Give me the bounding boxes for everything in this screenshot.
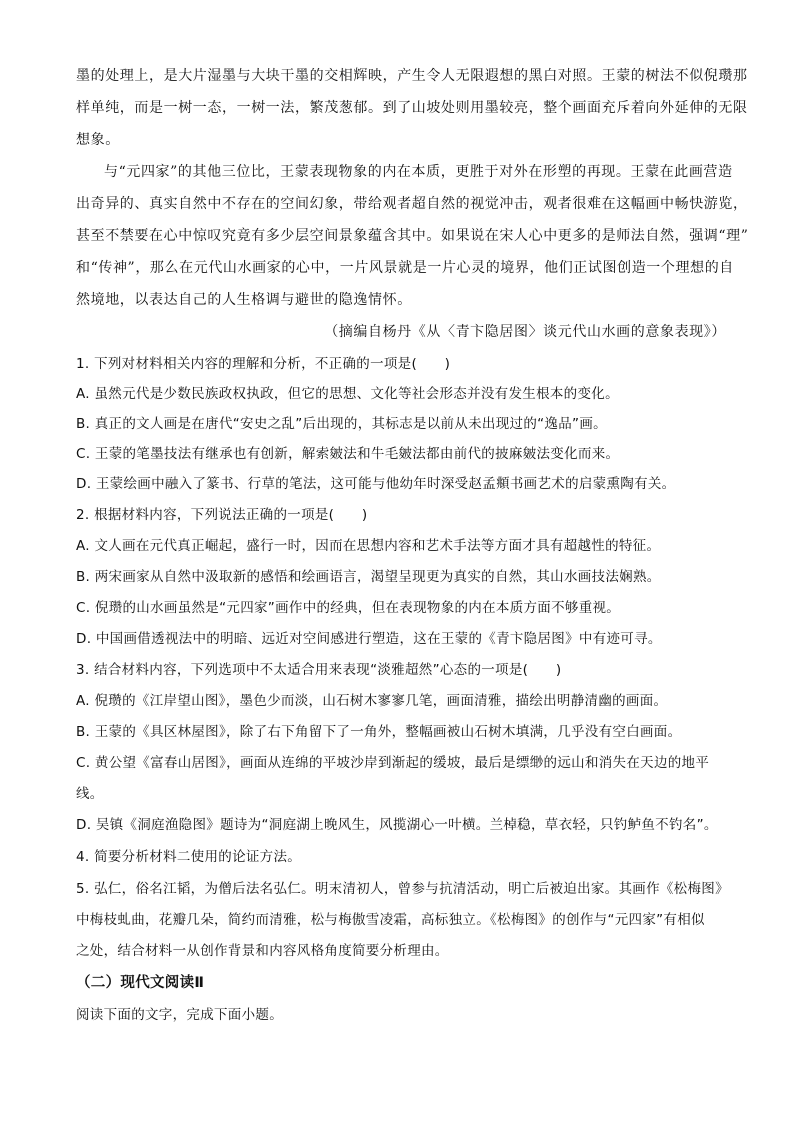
question-stem: 5. 弘仁，俗名江韬，为僧后法名弘仁。明末清初人，曾参与抗清活动，明亡后被迫出家。其画作《松梅图》 [76, 881, 729, 897]
section-heading: （二）现代文阅读Ⅱ [76, 975, 205, 991]
question-text: 之处，结合材料一从创作背景和内容风格角度简要分析理由。 [76, 943, 449, 959]
question-option: C. 黄公望《富春山居图》，画面从连绵的平坡沙岸到渐起的缓坡，最后是缥缈的远山和消失在天边的地平 [76, 755, 710, 771]
question-option: D. 中国画借透视法中的明暗、远近对空间感进行塑造，这在王蒙的《青卞隐居图》中有迹可寻。 [76, 631, 662, 647]
question-option: C. 倪瓒的山水画虽然是“元四家”画作中的经典，但在表现物象的内在本质方面不够重视。 [76, 600, 621, 616]
question-option: B. 真正的文人画是在唐代“安史之乱”后出现的，其标志是以前从未出现过的“逸品”画。 [76, 416, 607, 432]
question-option: C. 王蒙的笔墨技法有继承也有创新，解索皴法和牛毛皴法都由前代的披麻皴法变化而来。 [76, 446, 620, 462]
passage-line: 和“传神”，那么在元代山水画家的心中，一片风景就是一片心灵的境界，他们正试图创造一个理想的自 [76, 260, 734, 276]
question-option: B. 两宋画家从自然中汲取新的感悟和绘画语言，渴望呈现更为真实的自然，其山水画技法娴熟。 [76, 569, 661, 585]
question-option: D. 王蒙绘画中融入了篆书、行草的笔法，这可能与他幼年时深受赵孟頫书画艺术的启蒙熏陶有关。 [76, 476, 676, 492]
passage-line: 想象。 [76, 132, 120, 148]
passage-source: （摘编自杨丹《从〈青卞隐居图〉谈元代山水画的意象表现》） [324, 324, 726, 340]
question-option: 线。 [76, 786, 104, 802]
section-instruction: 阅读下面的文字，完成下面小题。 [76, 1007, 283, 1023]
question-stem: 2. 根据材料内容，下列说法正确的一项是( ) [76, 507, 368, 523]
passage-line: 样单纯，而是一树一态，一树一法，繁茂葱郁。到了山坡处则用墨较亮，整个画面充斥着向外延伸的无限 [76, 100, 748, 116]
passage-line: 墨的处理上，是大片湿墨与大块干墨的交相辉映，产生令人无限遐想的黑白对照。王蒙的树法不似倪瓒那 [76, 68, 748, 84]
question-option: B. 王蒙的《具区林屋图》，除了右下角留下了一角外，整幅画被山石树木填满，几乎没有空白画面。 [76, 724, 682, 740]
passage-line: 然境地，以表达自己的人生格调与避世的隐逸情怀。 [76, 292, 412, 308]
question-text: 中梅枝虬曲，花瓣几朵，简约而清雅，松与梅傲雪凌霜，高标独立。《松梅图》的创作与“元四家”有相似 [76, 912, 705, 928]
question-option: D. 吴镇《洞庭渔隐图》题诗为“洞庭湖上晚风生，风揽湖心一叶横。兰棹稳，草衣轻，只钓鲈鱼不钓名”。 [76, 817, 718, 833]
question-stem: 1. 下列对材料相关内容的理解和分析，不正确的一项是( ) [76, 356, 451, 372]
passage-line: 出奇异的、真实自然中不存在的空间幻象，带给观者超自然的视觉冲击，观者很难在这幅画中畅快游览， [76, 196, 748, 212]
passage-line: 甚至不禁要在心中惊叹究竟有多少层空间景象蕴含其中。如果说在宋人心中更多的是师法自然，强调“理” [76, 228, 749, 244]
question-stem: 4. 简要分析材料二使用的论证方法。 [76, 849, 302, 865]
passage-line: 与“元四家”的其他三位比，王蒙表现物象的内在本质，更胜于对外在形塑的再现。王蒙在此画营造 [104, 164, 733, 180]
question-stem: 3. 结合材料内容，下列选项中不太适合用来表现“淡雅超然”心态的一项是( ) [76, 662, 562, 678]
question-option: A. 倪瓒的《江岸望山图》，墨色少而淡，山石树木寥寥几笔，画面清雅，描绘出明静清幽的画面。 [76, 693, 668, 709]
question-option: A. 虽然元代是少数民族政权执政，但它的思想、文化等社会形态并没有发生根本的变化。 [76, 386, 619, 402]
question-option: A. 文人画在元代真正崛起，盛行一时，因而在思想内容和艺术手法等方面才具有超越性的特征。 [76, 538, 661, 554]
